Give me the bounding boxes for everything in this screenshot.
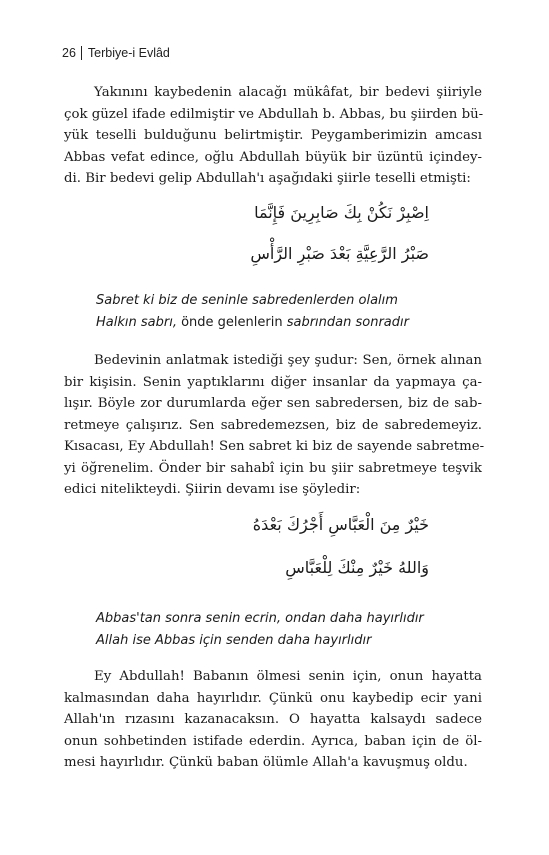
paragraph-line: Allah'ın rızasını kazanacaksın. O hayatta kalsaydı sadece bbox=[64, 712, 482, 727]
paragraph-line: lışır. Böyle zor durumlarda eğer sen sabredersen, biz de sab- bbox=[64, 396, 482, 411]
paragraph-line: bir kişisin. Senin yaptıklarını diğer insanlar da yapmaya ça- bbox=[64, 374, 482, 390]
verse-fragment: Halkın sabrı, bbox=[96, 314, 177, 330]
verse-line: Abbas'tan sonra senin ecrin, ondan daha hayırlıdır bbox=[96, 611, 424, 626]
verse-line: Sabret ki biz de seninle sabredenlerden olalım bbox=[96, 293, 398, 308]
paragraph-line: kalmasından daha hayırlıdır. Çünkü onu kaybedip ecir yani bbox=[64, 690, 482, 706]
book-title: Terbiye-i Evlâd bbox=[87, 46, 170, 60]
running-header bbox=[62, 46, 170, 60]
paragraph-line: edici nitelikteydi. Şiirin devamı ise şöyledir: bbox=[64, 482, 361, 497]
verse-translation-1 bbox=[96, 290, 409, 333]
paragraph-line: di. Bir bedevi gelip Abdullah'ı aşağıdaki şiirle teselli etmişti: bbox=[64, 171, 471, 186]
paragraph-line: yi öğrenelim. Önder bir sahabî için bu şiir sabretmeye teşvik bbox=[64, 460, 482, 476]
arabic-verse-line: وَاللهُ خَيْرٌ مِنْكَ لِلْعَبَّاسِ bbox=[285, 558, 429, 577]
verse-line bbox=[96, 312, 409, 334]
paragraph-line: mesi hayırlıdır. Çünkü baban ölümle Allah'a kavuşmuş oldu. bbox=[64, 755, 468, 770]
paragraph-line: Bedevinin anlatmak istediği şey şudur: Sen, örnek alınan bbox=[94, 353, 482, 368]
verse-fragment: önde gelenlerin bbox=[176, 314, 287, 330]
paragraph-1 bbox=[64, 82, 482, 190]
paragraph-line: Ey Abdullah! Babanın ölmesi senin için, onun hayatta bbox=[94, 669, 482, 684]
verse-fragment: sabrından sonradır bbox=[286, 314, 409, 330]
arabic-verse-line: خَيْرٌ مِنَ الْعَبَّاسِ أَجْرُكَ بَعْدَهُ bbox=[252, 515, 429, 534]
verse-line: Allah ise Abbas için senden daha hayırlıdır bbox=[96, 632, 372, 648]
paragraph-line: çok güzel ifade edilmiştir ve Abdullah b. Abbas, bu şiirden bü- bbox=[64, 106, 484, 122]
paragraph-2 bbox=[64, 350, 485, 501]
arabic-verse-line: اِصْبِرْ نَكُنْ بِكَ صَابِرِينَ فَإِنَّمَا bbox=[254, 203, 429, 222]
paragraph-3 bbox=[64, 666, 482, 774]
paragraph-line: Yakınını kaybedenin alacağı mükâfat, bir bedevi şiiriyle bbox=[94, 85, 482, 100]
arabic-verse-line: صَبْرُ الرَّعِيَّةِ بَعْدَ صَبْرِ الرَّأْسِ bbox=[250, 244, 429, 263]
page-number: 26 bbox=[62, 46, 76, 60]
paragraph-line: retmeye çalışırız. Sen sabredemezsen, biz de sabredemeyiz. bbox=[64, 417, 482, 433]
paragraph-line: yük teselli bulduğunu belirtmiştir. Peygamberimizin amcası bbox=[64, 128, 482, 143]
header-divider bbox=[81, 46, 82, 60]
paragraph-line: Kısacası, Ey Abdullah! Sen sabret ki biz de sayende sabretme- bbox=[64, 439, 485, 454]
paragraph-line: onun sohbetinden istifade ederdin. Ayrıca, baban için de öl- bbox=[64, 733, 482, 749]
verse-translation-2 bbox=[96, 608, 424, 651]
paragraph-line: Abbas vefat edince, oğlu Abdullah büyük bir üzüntü içindey- bbox=[64, 149, 482, 165]
